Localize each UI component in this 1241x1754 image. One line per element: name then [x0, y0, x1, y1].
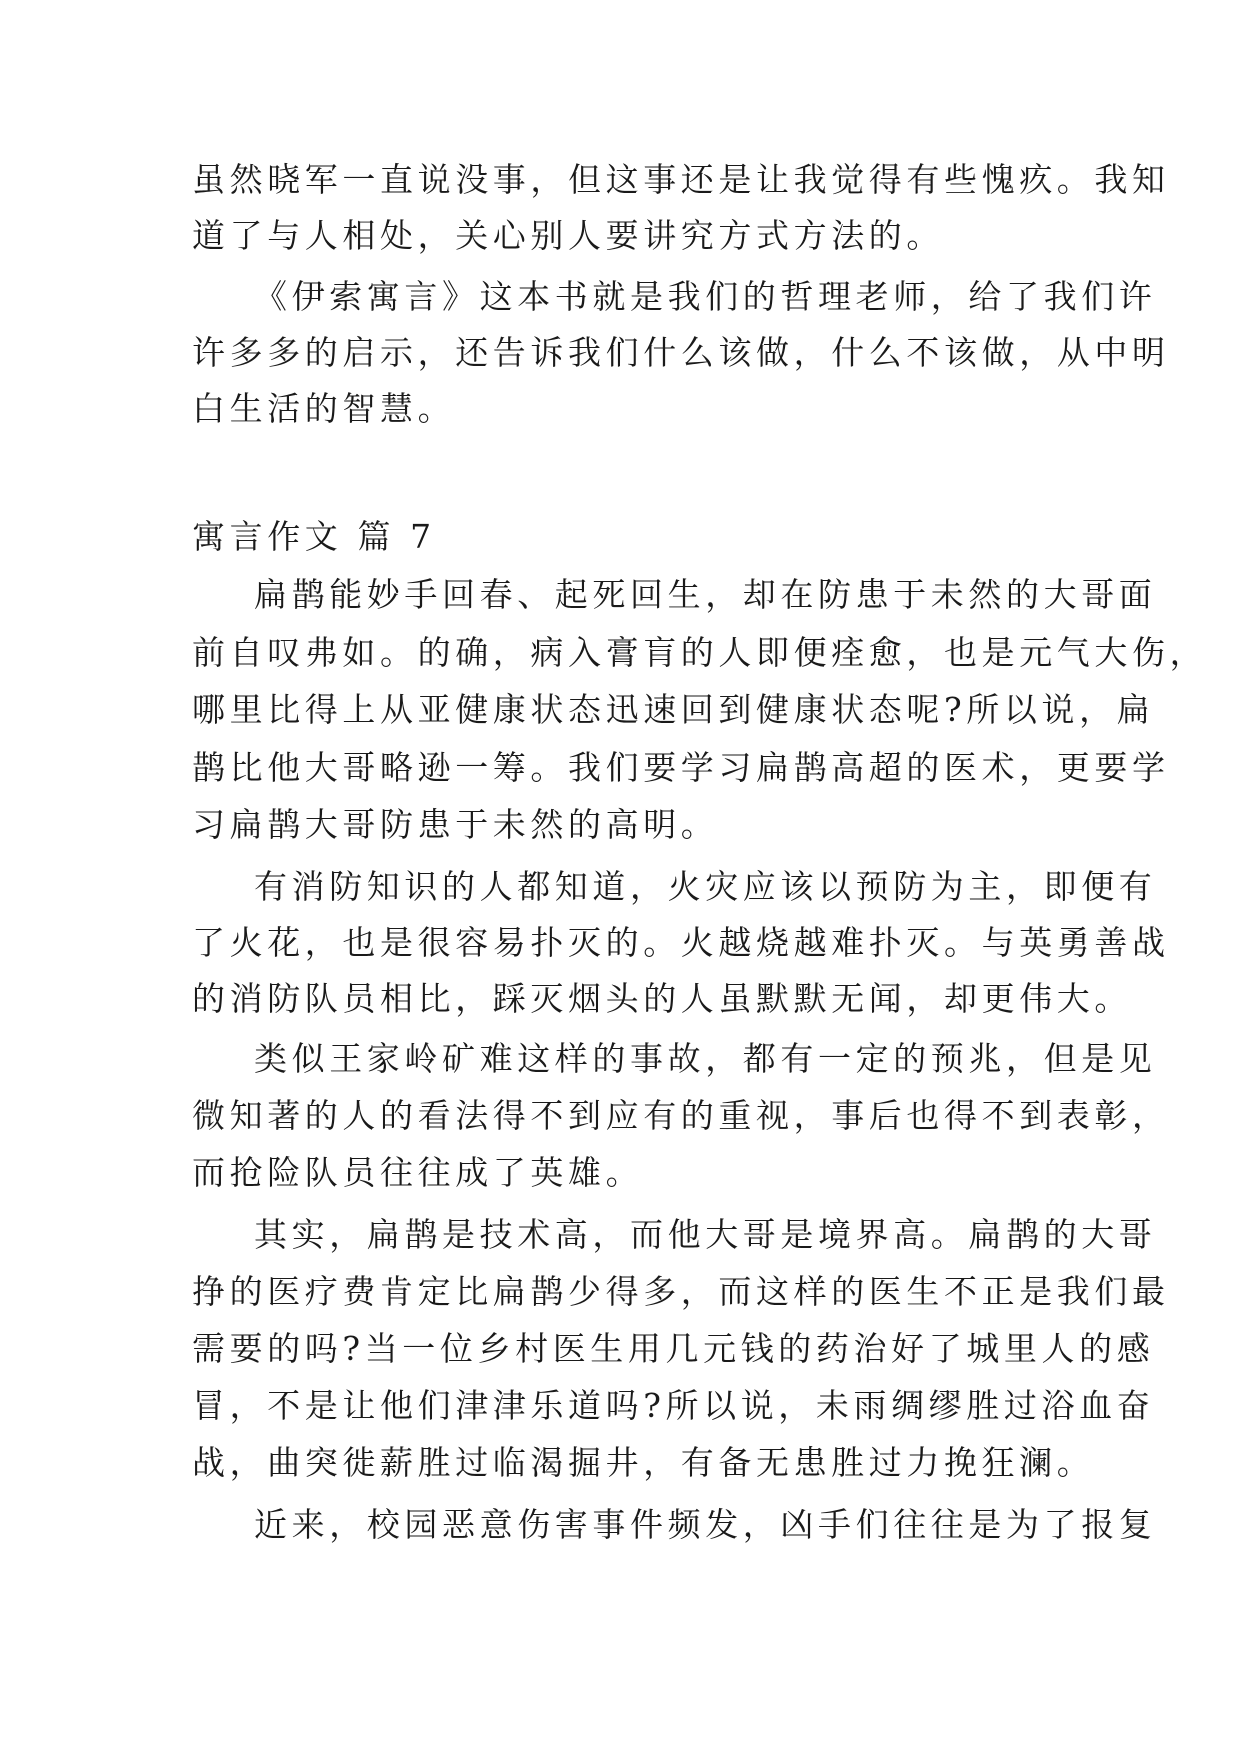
text-line: 冒，不是让他们津津乐道吗?所以说，未雨绸缪胜过浴血奋: [192, 1386, 1155, 1425]
text-line: 鹊比他大哥略逊一筹。我们要学习扁鹊高超的医术，更要学: [192, 748, 1170, 787]
text-line: 了火花，也是很容易扑灭的。火越烧越难扑灭。与英勇善战: [192, 923, 1170, 962]
text-line: 习扁鹊大哥防患于未然的高明。: [192, 805, 719, 844]
paragraph-start: 《伊索寓言》这本书就是我们的哲理老师，给了我们许: [254, 277, 1157, 316]
paragraph-start: 扁鹊能妙手回春、起死回生，却在防患于未然的大哥面: [254, 575, 1157, 614]
paragraph-start: 类似王家岭矿难这样的事故，都有一定的预兆，但是见: [254, 1039, 1157, 1078]
text-line: 挣的医疗费肯定比扁鹊少得多，而这样的医生不正是我们最: [192, 1272, 1170, 1311]
text-line: 而抢险队员往往成了英雄。: [192, 1153, 644, 1192]
text-line: 微知著的人的看法得不到应有的重视，事后也得不到表彰，: [192, 1096, 1170, 1135]
text-line: 许多多的启示，还告诉我们什么该做，什么不该做，从中明: [192, 333, 1170, 372]
text-line: 白生活的智慧。: [192, 389, 456, 428]
text-line: 战，曲突徙薪胜过临渴掘井，有备无患胜过力挽狂澜。: [192, 1443, 1095, 1482]
text-line: 需要的吗?当一位乡村医生用几元钱的药治好了城里人的感: [192, 1329, 1155, 1368]
paragraph-start: 有消防知识的人都知道，火灾应该以预防为主，即便有: [254, 867, 1157, 906]
paragraph-start: 近来，校园恶意伤害事件频发，凶手们往往是为了报复: [254, 1505, 1157, 1544]
section-heading: 寓言作文 篇 7: [192, 517, 436, 556]
text-line: 虽然晓军一直说没事，但这事还是让我觉得有些愧疚。我知: [192, 160, 1170, 199]
text-line: 的消防队员相比，踩灭烟头的人虽默默无闻，却更伟大。: [192, 979, 1132, 1018]
text-line: 道了与人相处，关心别人要讲究方式方法的。: [192, 216, 944, 255]
text-line: 前自叹弗如。的确，病入膏肓的人即便痊愈，也是元气大伤，: [192, 633, 1208, 672]
text-line: 哪里比得上从亚健康状态迅速回到健康状态呢?所以说，扁: [192, 690, 1155, 729]
paragraph-start: 其实，扁鹊是技术高，而他大哥是境界高。扁鹊的大哥: [254, 1215, 1157, 1254]
